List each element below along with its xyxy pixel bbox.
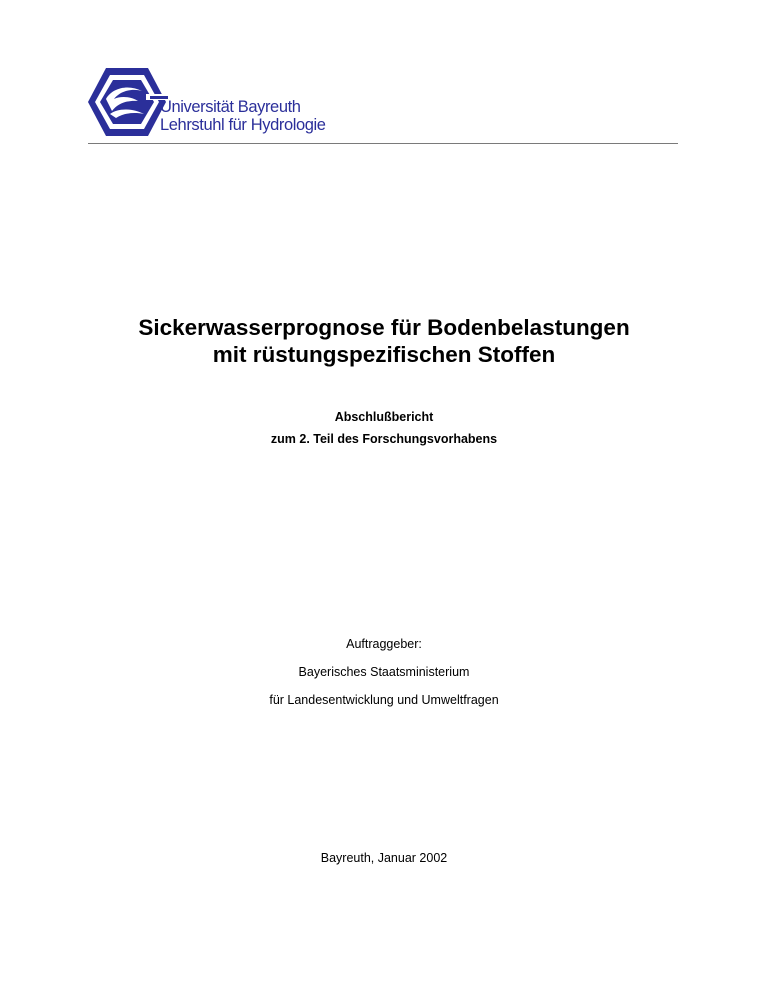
client-label: Auftraggeber:: [346, 637, 422, 651]
university-logo-icon: [88, 66, 168, 138]
header: [88, 64, 688, 144]
subtitle-line-2: zum 2. Teil des Forschungsvorhabens: [270, 432, 498, 446]
university-name: Universität Bayreuth: [160, 98, 301, 116]
title-line-2: mit rüstungspezifischen Stoffen: [212, 342, 556, 367]
subtitle-line-1: Abschlußbericht: [334, 410, 434, 424]
title-line-1: Sickerwasserprognose für Bodenbelastungen: [138, 315, 630, 340]
header-divider: [88, 143, 678, 144]
university-name-block: [160, 98, 326, 134]
client-block: [0, 636, 768, 720]
chair-name: Lehrstuhl für Hydrologie: [160, 116, 326, 134]
client-line-1: Bayerisches Staatsministerium: [298, 665, 470, 679]
document-title: [0, 314, 768, 368]
client-line-2: für Landesentwicklung und Umweltfragen: [269, 693, 499, 707]
place-date: Bayreuth, Januar 2002: [320, 851, 448, 865]
document-subtitle: [0, 406, 768, 450]
